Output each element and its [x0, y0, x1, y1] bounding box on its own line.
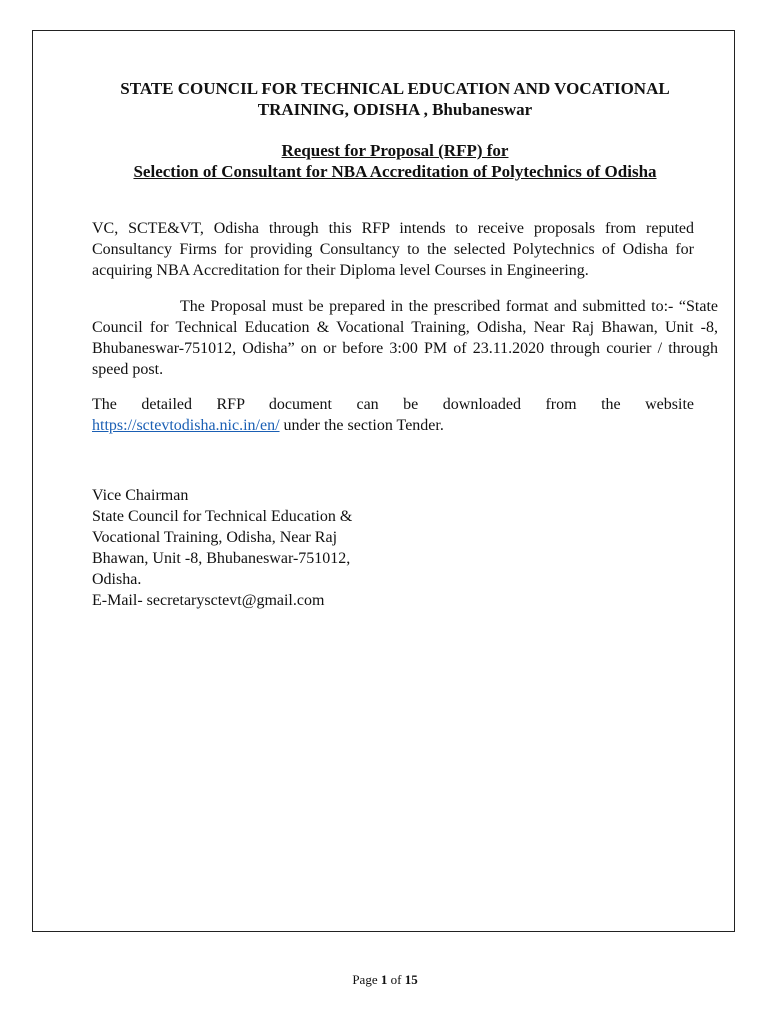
signature-line3: Vocational Training, Odisha, Near Raj [92, 529, 338, 546]
signature-line1: Vice Chairman [92, 487, 189, 504]
submission-paragraph: The Proposal must be prepared in the prescribed format and submitted to:- “State Council for Technical Education & Vocational Training, Odisha, Near Raj Bhawan, Unit -8, Bhubaneswar-751012, Odisha” on or before 3:00 PM of 23.11.2020 through courier / through speed post. [92, 298, 718, 378]
intro-paragraph: VC, SCTE&VT, Odisha through this RFP intends to receive proposals from reputed Consultancy Firms for providing Consultancy to the selected Polytechnics of Odisha for acquiring NBA Accreditation for their Diploma level Courses in Engineering. [92, 220, 694, 279]
current-page: 1 [380, 972, 388, 987]
signature-line4: Bhawan, Unit -8, Bhubaneswar-751012, [92, 550, 351, 567]
download-paragraph-line2 [92, 415, 694, 436]
total-pages: 15 [404, 972, 418, 987]
website-link[interactable]: https://sctevtodisha.nic.in/en/ [92, 417, 280, 434]
council-title-line2: TRAINING, ODISHA , Bhubaneswar [257, 100, 533, 119]
signature-block [92, 485, 352, 611]
rfp-title [60, 140, 730, 182]
council-title-line1: STATE COUNCIL FOR TECHNICAL EDUCATION AND VOCATIONAL [120, 79, 670, 98]
page-number [0, 972, 770, 988]
signature-line5: Odisha. [92, 571, 142, 588]
signature-line2: State Council for Technical Education & [92, 508, 353, 525]
download-paragraph-tail: under the section Tender. [279, 417, 444, 434]
download-paragraph-line1: The detailed RFP document can be downloaded from the website [92, 396, 694, 413]
rfp-title-line1: Request for Proposal (RFP) for [281, 141, 509, 160]
council-title [60, 78, 730, 120]
of-word: of [390, 972, 402, 987]
rfp-title-line2: Selection of Consultant for NBA Accreditation of Polytechnics of Odisha [133, 162, 657, 181]
page-word: Page [352, 972, 378, 987]
signature-email: E-Mail- secretarysctevt@gmail.com [92, 592, 325, 609]
